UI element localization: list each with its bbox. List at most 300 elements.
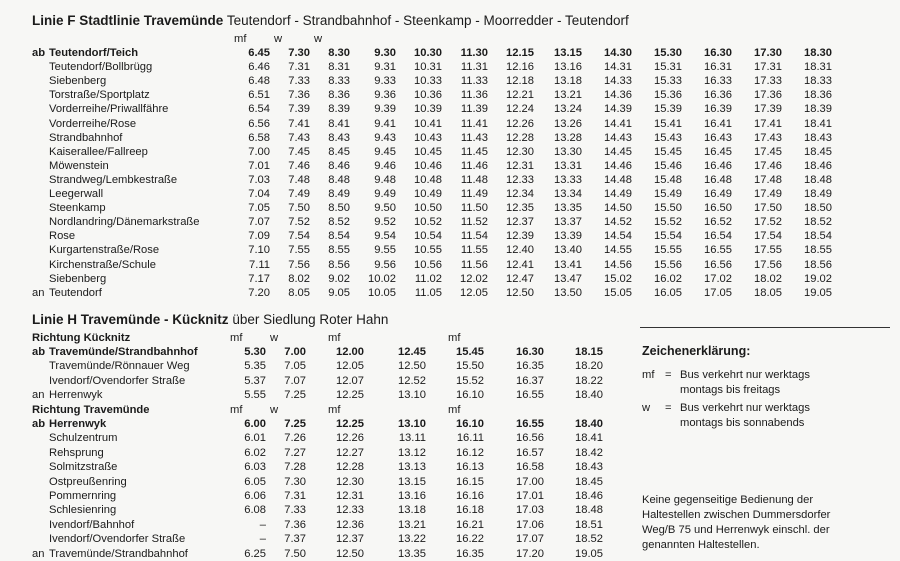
line-f-title — [32, 14, 629, 27]
departure-time: 13.33 — [554, 173, 582, 186]
departure-time: 10.41 — [414, 117, 442, 130]
departure-time: 16.43 — [704, 131, 732, 144]
departure-time: 12.27 — [336, 446, 364, 459]
departure-time: 17.43 — [754, 131, 782, 144]
departure-time: 16.39 — [704, 103, 732, 116]
departure-time: 13.11 — [398, 432, 426, 445]
departure-time: 10.02 — [368, 272, 396, 285]
departure-time: 11.48 — [460, 173, 488, 186]
stop-name: Vorderreihe/Rose — [49, 117, 137, 130]
stop-name: Solmitzstraße — [49, 461, 118, 474]
departure-time: 9.33 — [374, 75, 396, 88]
departure-time: 12.30 — [506, 145, 534, 158]
departure-time: 14.36 — [604, 89, 632, 102]
departure-time: 11.31 — [460, 61, 488, 74]
departure-time: 12.31 — [506, 159, 534, 172]
departure-time: 9.30 — [374, 47, 396, 59]
departure-time: 8.45 — [328, 145, 350, 158]
departure-time: 6.46 — [248, 61, 270, 74]
stop-name: Rose — [49, 230, 76, 243]
departure-time: 12.45 — [398, 346, 426, 358]
departure-time: 7.30 — [288, 47, 310, 59]
departure-time: 10.56 — [414, 258, 442, 271]
departure-time: 12.31 — [336, 490, 364, 502]
departure-time: 13.41 — [554, 258, 582, 271]
departure-time: 13.16 — [554, 61, 582, 74]
departure-time: 12.50 — [506, 286, 534, 299]
stop-name: Ivendorf/Bahnhof — [49, 518, 135, 531]
direction-kuecknitz-heading: Richtung Kücknitz — [32, 332, 131, 344]
departure-time: 8.46 — [328, 159, 350, 172]
departure-time: 13.15 — [554, 47, 582, 59]
departure-time: 9.41 — [374, 117, 396, 130]
departure-time: 16.56 — [516, 432, 544, 445]
departure-time: 7.05 — [248, 202, 270, 215]
departure-time: 14.52 — [604, 216, 632, 229]
departure-time: 18.41 — [575, 432, 603, 445]
departure-time: 18.20 — [575, 360, 603, 373]
departure-time: 17.50 — [754, 202, 782, 215]
departure-time: 12.37 — [336, 533, 364, 546]
stop-name: Teutendorf — [49, 286, 102, 299]
departure-time: 12.16 — [506, 61, 534, 74]
departure-time: 12.34 — [506, 188, 534, 200]
stop-name: Teutendorf/Teich — [49, 47, 139, 59]
departure-time: 7.25 — [284, 418, 306, 430]
departure-time: 17.07 — [516, 533, 544, 546]
departure-time: 17.30 — [754, 47, 782, 59]
departure-time: 7.10 — [248, 244, 270, 257]
departure-time: 8.48 — [328, 173, 350, 186]
departure-time: 17.56 — [754, 258, 782, 271]
departure-time: 13.15 — [398, 475, 426, 488]
departure-time: 16.57 — [516, 446, 544, 459]
departure-time: 9.39 — [374, 103, 396, 116]
departure-time: 8.02 — [288, 272, 310, 285]
departure-time: 12.50 — [336, 547, 364, 560]
departure-time: 16.41 — [704, 117, 732, 130]
stop-name: Leegerwall — [49, 188, 104, 200]
stop-name: Siebenberg — [49, 272, 107, 285]
departure-time: 16.58 — [516, 461, 544, 474]
departure-time: 16.21 — [456, 518, 484, 531]
departure-time: 12.37 — [506, 216, 534, 229]
departure-time: 7.50 — [284, 547, 306, 560]
stop-name: Ivendorf/Ovendorfer Straße — [49, 374, 186, 387]
legend-text-mf-2: montags bis freitags — [680, 384, 781, 396]
departure-time: 13.40 — [554, 244, 582, 257]
departure-time: 12.25 — [336, 418, 364, 430]
line-f-title-bold: Linie F Stadtlinie Travemünde — [32, 13, 224, 28]
departure-time: 12.47 — [506, 272, 534, 285]
departure-time: 8.41 — [328, 117, 350, 130]
stop-prefix: an — [32, 547, 45, 560]
departure-time: 16.55 — [516, 389, 544, 402]
footnote-line: Weg/B 75 und Herrenwyk einschl. der — [642, 524, 830, 536]
stop-prefix: an — [32, 286, 45, 299]
departure-time: 15.50 — [456, 360, 484, 373]
departure-time: 18.36 — [804, 89, 832, 102]
service-mark: w — [314, 33, 323, 45]
departure-time: 7.36 — [288, 89, 310, 102]
departure-time: 16.36 — [704, 89, 732, 102]
departure-time: 16.10 — [456, 389, 484, 402]
departure-time: 9.50 — [374, 202, 396, 215]
departure-time: – — [259, 518, 266, 531]
departure-time: 12.26 — [506, 117, 534, 130]
departure-time: 10.49 — [414, 188, 442, 200]
departure-time: 16.55 — [704, 244, 732, 257]
departure-time: 10.43 — [414, 131, 442, 144]
departure-time: 12.52 — [398, 374, 426, 387]
stop-name: Nordlandring/Dänemarkstraße — [49, 216, 200, 229]
stop-name: Herrenwyk — [49, 389, 103, 402]
departure-time: 18.55 — [804, 244, 832, 257]
departure-time: 9.52 — [374, 216, 396, 229]
legend-eq-w: = — [665, 402, 672, 414]
departure-time: 15.49 — [654, 188, 682, 200]
departure-time: 7.55 — [288, 244, 310, 257]
departure-time: 7.52 — [288, 216, 310, 229]
stop-name: Schlesienring — [49, 504, 117, 517]
departure-time: 11.39 — [460, 103, 488, 116]
departure-time: 7.48 — [288, 173, 310, 186]
departure-time: 15.55 — [654, 244, 682, 257]
departure-time: 12.26 — [336, 432, 364, 445]
departure-time: 12.28 — [506, 131, 534, 144]
departure-time: 18.42 — [575, 446, 603, 459]
departure-time: 12.07 — [336, 374, 364, 387]
stop-name: Siebenberg — [49, 75, 107, 88]
departure-time: 7.30 — [284, 475, 306, 488]
stop-prefix: ab — [32, 418, 46, 430]
departure-time: 16.56 — [704, 258, 732, 271]
departure-time: 13.47 — [554, 272, 582, 285]
departure-time: 6.48 — [248, 75, 270, 88]
line-h-title-bold: Linie H Travemünde - Kücknitz — [32, 312, 229, 327]
service-mark: w — [274, 33, 283, 45]
departure-time: 13.35 — [398, 547, 426, 560]
departure-time: 7.07 — [284, 374, 306, 387]
departure-time: 13.16 — [398, 490, 426, 502]
departure-time: 18.40 — [575, 418, 603, 430]
departure-time: 18.56 — [804, 258, 832, 271]
departure-time: 16.02 — [654, 272, 682, 285]
departure-time: 9.48 — [374, 173, 396, 186]
departure-time: 13.30 — [554, 145, 582, 158]
departure-time: 16.52 — [704, 216, 732, 229]
departure-time: 15.02 — [604, 272, 632, 285]
departure-time: 17.41 — [754, 117, 782, 130]
departure-time: 12.30 — [336, 475, 364, 488]
departure-time: 7.27 — [284, 446, 306, 459]
departure-time: 8.39 — [328, 103, 350, 116]
departure-time: 17.39 — [754, 103, 782, 116]
service-mark: mf — [448, 332, 461, 344]
departure-time: 16.37 — [516, 374, 544, 387]
stop-name: Kirchenstraße/Schule — [49, 258, 156, 271]
departure-time: 17.49 — [754, 188, 782, 200]
departure-time: 6.05 — [244, 475, 266, 488]
footnote-line: Keine gegenseitige Bedienung der — [642, 494, 814, 506]
stop-name: Ostpreußenring — [49, 475, 127, 488]
departure-time: 6.25 — [244, 547, 266, 560]
departure-time: 15.46 — [654, 159, 682, 172]
departure-time: 18.49 — [804, 188, 832, 200]
departure-time: 11.30 — [460, 47, 488, 59]
departure-time: 13.26 — [554, 117, 582, 130]
departure-time: 16.49 — [704, 188, 732, 200]
departure-time: 12.28 — [336, 461, 364, 474]
departure-time: 18.45 — [575, 475, 603, 488]
legend-eq-mf: = — [665, 369, 672, 381]
legend-text-mf-1: Bus verkehrt nur werktags — [680, 369, 810, 381]
stop-name: Herrenwyk — [49, 418, 107, 430]
departure-time: 11.45 — [460, 145, 488, 158]
departure-time: 16.30 — [704, 47, 732, 59]
departure-time: 8.54 — [328, 230, 350, 243]
departure-time: 11.54 — [460, 230, 488, 243]
departure-time: 7.50 — [288, 202, 310, 215]
line-h-title — [32, 313, 388, 326]
departure-time: 12.05 — [460, 286, 488, 299]
departure-time: 12.36 — [336, 518, 364, 531]
departure-time: 9.36 — [374, 89, 396, 102]
departure-time: 15.48 — [654, 173, 682, 186]
departure-time: 18.31 — [804, 61, 832, 74]
departure-time: 7.25 — [284, 389, 306, 402]
departure-time: 16.35 — [456, 547, 484, 560]
departure-time: 7.20 — [248, 286, 270, 299]
departure-time: 18.52 — [575, 533, 603, 546]
departure-time: 12.40 — [506, 244, 534, 257]
departure-time: 16.55 — [516, 418, 544, 430]
departure-time: 13.10 — [398, 418, 426, 430]
departure-time: 6.02 — [244, 446, 266, 459]
departure-time: 7.31 — [284, 490, 306, 502]
departure-time: 16.05 — [654, 286, 682, 299]
departure-time: 15.31 — [654, 61, 682, 74]
departure-time: 15.30 — [654, 47, 682, 59]
departure-time: 10.48 — [414, 173, 442, 186]
legend-key-mf: mf — [642, 369, 655, 381]
departure-time: 12.18 — [506, 75, 534, 88]
departure-time: 6.51 — [248, 89, 270, 102]
departure-time: 12.50 — [398, 360, 426, 373]
departure-time: 11.46 — [460, 159, 488, 172]
departure-time: 17.05 — [704, 286, 732, 299]
departure-time: 11.33 — [460, 75, 488, 88]
departure-time: 9.31 — [374, 61, 396, 74]
departure-time: 16.48 — [704, 173, 732, 186]
departure-time: 9.02 — [328, 272, 350, 285]
legend-key-w: w — [642, 402, 651, 414]
departure-time: 6.54 — [248, 103, 270, 116]
departure-time: 16.33 — [704, 75, 732, 88]
departure-time: 12.21 — [506, 89, 534, 102]
line-h-route: über Siedlung Roter Hahn — [232, 312, 389, 327]
stop-name: Teutendorf/Bollbrügg — [49, 61, 153, 74]
stop-name: Kurgartenstraße/Rose — [49, 244, 160, 257]
departure-time: 17.00 — [516, 475, 544, 488]
departure-time: 16.13 — [456, 461, 484, 474]
departure-time: 7.33 — [284, 504, 306, 517]
departure-time: 12.33 — [336, 504, 364, 517]
service-mark: mf — [328, 332, 341, 344]
departure-time: 11.49 — [460, 188, 488, 200]
departure-time: 14.39 — [604, 103, 632, 116]
departure-time: 11.36 — [460, 89, 488, 102]
departure-time: 11.55 — [460, 244, 488, 257]
departure-time: 13.34 — [554, 188, 582, 200]
departure-time: 10.55 — [414, 244, 442, 257]
departure-time: 15.45 — [654, 145, 682, 158]
stop-name: Rehsprung — [49, 446, 104, 459]
departure-time: 6.08 — [244, 504, 266, 517]
departure-time: 7.26 — [284, 432, 306, 445]
departure-time: 13.13 — [398, 461, 426, 474]
footnote-line: genannten Haltestellen. — [642, 539, 760, 551]
departure-time: 12.25 — [336, 389, 364, 402]
departure-time: 10.05 — [368, 286, 396, 299]
departure-time: 18.41 — [804, 117, 832, 130]
departure-time: 6.56 — [248, 117, 270, 130]
departure-time: 16.12 — [456, 446, 484, 459]
departure-time: 17.54 — [754, 230, 782, 243]
stop-name: Pommernring — [49, 490, 117, 502]
departure-time: 7.54 — [288, 230, 310, 243]
departure-time: 5.55 — [244, 389, 266, 402]
departure-time: 18.33 — [804, 75, 832, 88]
departure-time: 12.33 — [506, 173, 534, 186]
departure-time: 8.05 — [288, 286, 310, 299]
departure-time: 5.35 — [244, 360, 266, 373]
departure-time: 7.31 — [288, 61, 310, 74]
legend-text-w-1: Bus verkehrt nur werktags — [680, 402, 810, 414]
departure-time: 7.04 — [248, 188, 270, 200]
departure-time: 11.50 — [460, 202, 488, 215]
departure-time: 10.39 — [414, 103, 442, 116]
departure-time: 13.12 — [398, 446, 426, 459]
stop-name: Torstraße/Sportplatz — [49, 89, 150, 102]
stop-name: Schulzentrum — [49, 432, 118, 445]
departure-time: 9.45 — [374, 145, 396, 158]
stop-name: Strandweg/Lembkestraße — [49, 173, 178, 186]
departure-time: 9.54 — [374, 230, 396, 243]
stop-name: Strandbahnhof — [49, 131, 123, 144]
departure-time: 15.39 — [654, 103, 682, 116]
departure-time: 13.39 — [554, 230, 582, 243]
departure-time: 11.56 — [460, 258, 488, 271]
departure-time: 17.33 — [754, 75, 782, 88]
departure-time: 7.07 — [248, 216, 270, 229]
departure-time: 14.48 — [604, 173, 632, 186]
departure-time: 12.35 — [506, 202, 534, 215]
legend-text-w-2: montags bis sonnabends — [680, 417, 805, 429]
departure-time: 6.58 — [248, 131, 270, 144]
departure-time: 9.49 — [374, 188, 396, 200]
departure-time: 6.45 — [248, 47, 270, 59]
departure-time: 18.05 — [754, 286, 782, 299]
departure-time: 18.43 — [575, 461, 603, 474]
departure-time: 12.39 — [506, 230, 534, 243]
departure-time: 15.45 — [456, 346, 484, 358]
departure-time: 7.03 — [248, 173, 270, 186]
departure-time: 16.22 — [456, 533, 484, 546]
departure-time: 18.46 — [575, 490, 603, 502]
departure-time: 17.01 — [516, 490, 544, 502]
departure-time: 14.43 — [604, 131, 632, 144]
departure-time: 15.33 — [654, 75, 682, 88]
departure-time: 13.31 — [554, 159, 582, 172]
footnote-line: Haltestellen zwischen Dummersdorfer — [642, 509, 831, 521]
departure-time: 18.48 — [575, 504, 603, 517]
stop-prefix: ab — [32, 47, 46, 59]
departure-time: 14.33 — [604, 75, 632, 88]
departure-time: 15.52 — [456, 374, 484, 387]
departure-time: 16.35 — [516, 360, 544, 373]
departure-time: 13.21 — [554, 89, 582, 102]
departure-time: 8.31 — [328, 61, 350, 74]
departure-time: 14.41 — [604, 117, 632, 130]
departure-time: 13.50 — [554, 286, 582, 299]
departure-time: 8.36 — [328, 89, 350, 102]
departure-time: 16.46 — [704, 159, 732, 172]
departure-time: 15.56 — [654, 258, 682, 271]
departure-time: 14.31 — [604, 61, 632, 74]
departure-time: 19.05 — [575, 547, 603, 560]
departure-time: 18.30 — [804, 47, 832, 59]
departure-time: 7.41 — [288, 117, 310, 130]
departure-time: 15.52 — [654, 216, 682, 229]
departure-time: 13.24 — [554, 103, 582, 116]
departure-time: 14.30 — [604, 47, 632, 59]
departure-time: 7.36 — [284, 518, 306, 531]
departure-time: 7.00 — [284, 346, 306, 358]
departure-time: 11.05 — [414, 286, 442, 299]
departure-time: 18.46 — [804, 159, 832, 172]
departure-time: 17.06 — [516, 518, 544, 531]
departure-time: 11.02 — [414, 272, 442, 285]
departure-time: 11.41 — [460, 117, 488, 130]
departure-time: 10.36 — [414, 89, 442, 102]
departure-time: 8.55 — [328, 244, 350, 257]
departure-time: 7.43 — [288, 131, 310, 144]
departure-time: 16.18 — [456, 504, 484, 517]
departure-time: 10.31 — [414, 61, 442, 74]
departure-time: 17.36 — [754, 89, 782, 102]
departure-time: 17.20 — [516, 547, 544, 560]
departure-time: 7.33 — [288, 75, 310, 88]
departure-time: 17.48 — [754, 173, 782, 186]
departure-time: 14.50 — [604, 202, 632, 215]
departure-time: 9.43 — [374, 131, 396, 144]
departure-time: 5.37 — [244, 374, 266, 387]
departure-time: 11.43 — [460, 131, 488, 144]
departure-time: 14.55 — [604, 244, 632, 257]
departure-time: 18.45 — [804, 145, 832, 158]
departure-time: 12.41 — [506, 258, 534, 271]
departure-time: 10.52 — [414, 216, 442, 229]
departure-time: 18.52 — [804, 216, 832, 229]
stop-name: Travemünde/Rönnauer Weg — [49, 360, 190, 373]
departure-time: 7.09 — [248, 230, 270, 243]
departure-time: 16.10 — [456, 418, 484, 430]
departure-time: 18.50 — [804, 202, 832, 215]
departure-time: 8.52 — [328, 216, 350, 229]
stop-prefix: an — [32, 389, 45, 402]
departure-time: 7.05 — [284, 360, 306, 373]
